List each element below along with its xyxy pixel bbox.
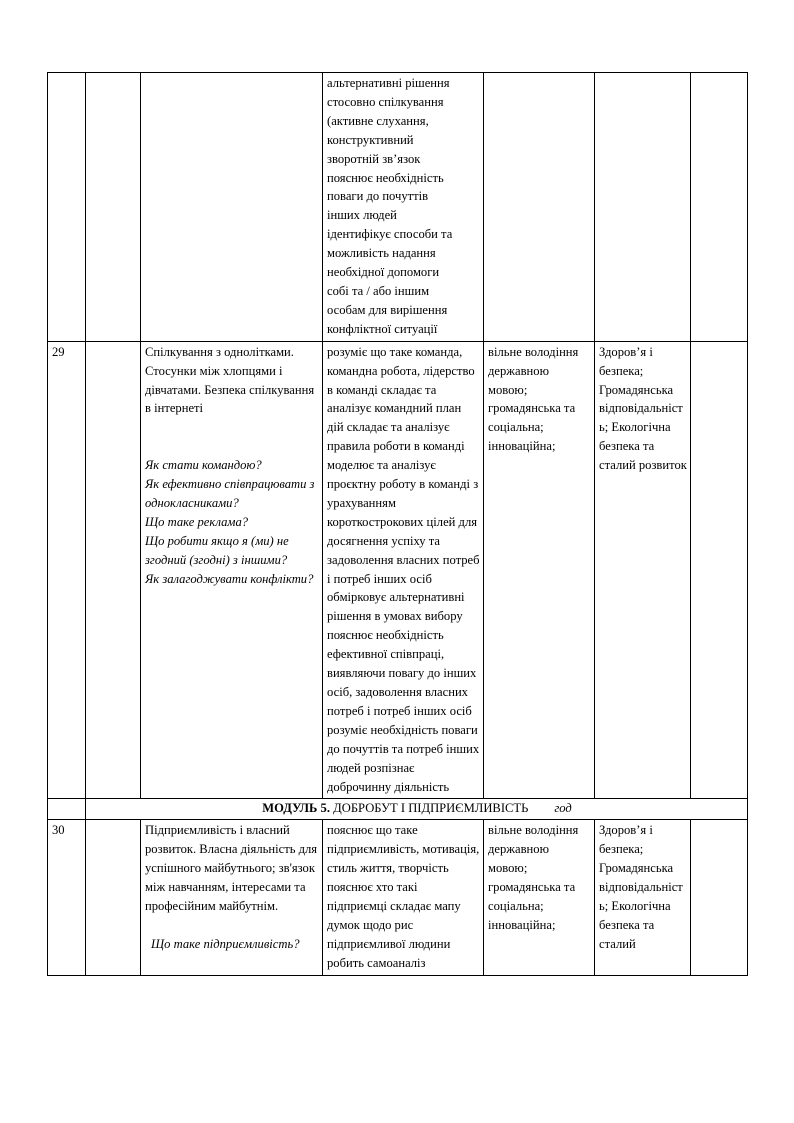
- outcome-line: особам для вирішення: [327, 302, 448, 317]
- cell-competences: [484, 73, 595, 342]
- outcome-line: собі та / або іншим: [327, 283, 430, 298]
- outcome-line: ідентифікує способи та: [327, 227, 453, 242]
- topic-question: Що таке реклама?: [145, 514, 249, 529]
- module-hours-label: год: [554, 801, 572, 816]
- cell-notes: [691, 820, 748, 975]
- cell-notes: [691, 341, 748, 799]
- topic-spacer: [145, 418, 319, 437]
- cell-competences: вільне володіння державною мовою; громадянська та соціальна; інноваційна;: [484, 820, 595, 975]
- outcome-line: можливість надання: [327, 246, 436, 261]
- cell-topic: [141, 73, 323, 342]
- cell-hours: [86, 73, 141, 342]
- cell-learning-outcomes: [323, 73, 484, 342]
- topic-spacer: [145, 916, 319, 935]
- outcome-line: конструктивний: [327, 132, 414, 147]
- outcome-line: поваги до почуттів: [327, 189, 429, 204]
- cell-lesson-number: 30: [48, 820, 86, 975]
- cell-hours: [86, 341, 141, 799]
- module-number-label: МОДУЛЬ 5.: [262, 801, 330, 816]
- module-name-label: ДОБРОБУТ І ПІДПРИЄМЛИВІСТЬ: [333, 801, 529, 816]
- topic-question: Що робити якщо я (ми) не згодний (згодні) з іншими?: [145, 533, 289, 567]
- table-row: [48, 820, 748, 975]
- table-row: [48, 341, 748, 799]
- cell-hours: [86, 820, 141, 975]
- cell-topic: [141, 341, 323, 799]
- curriculum-table: [47, 72, 748, 976]
- module-title-cell: [86, 799, 748, 820]
- topic-question: Як стати командою?: [145, 458, 262, 473]
- topic-question: Як залагоджувати конфлікти?: [145, 571, 314, 586]
- outcome-line: стосовно спілкування: [327, 94, 444, 109]
- outcome-line: інших людей: [327, 208, 397, 223]
- cell-notes: [691, 73, 748, 342]
- cell-through-lines: [595, 73, 691, 342]
- cell-through-lines: Здоров’я і безпека; Громадянська відповідальність; Екологічна безпека та сталий розвиток: [595, 341, 691, 799]
- outcome-line: (активне слухання,: [327, 113, 429, 128]
- outcome-line: зворотній зв’язок: [327, 151, 421, 166]
- outcome-line: пояснює необхідність: [327, 170, 444, 185]
- cell-lesson-number: [48, 73, 86, 342]
- cell-topic: [141, 820, 323, 975]
- topic-question: Як ефективно співпрацювати з однокласниками?: [145, 477, 315, 510]
- cell-lesson-number: 29: [48, 341, 86, 799]
- cell-through-lines: Здоров’я і безпека; Громадянська відповідальність; Екологічна безпека та сталий: [595, 820, 691, 975]
- topic-question: Що таке підприємливість?: [151, 936, 300, 951]
- cell-lesson-number: [48, 799, 86, 820]
- cell-competences: вільне володіння державною мовою; громадянська та соціальна; інноваційна;: [484, 341, 595, 799]
- cell-learning-outcomes: розуміє що таке команда, командна робота, лідерство в команді складає та аналізує командний план дій складає та аналізує правила роботи в команді моделює та аналізує проєктну роботу в команді з урахуванням короткострокових цілей для досягнення успіху та задоволення власних потреб і потреб інших осіб обмірковує альтернативні рішення в умовах вибору пояснює необхідність ефективної співпраці, виявляючи повагу до інших осіб, задоволення власних потреб і потреб інших осіб розуміє необхідність поваги до почуттів та потреб інших людей розпізнає доброчинну діяльність: [323, 341, 484, 799]
- outcome-line: конфліктної ситуації: [327, 321, 438, 336]
- topic-main-text: Підприємливість і власний розвиток. Власна діяльність для успішного майбутнього; зв'язок між навчанням, інтересами та професійним майбутнім.: [145, 823, 318, 913]
- topic-spacer: [145, 437, 319, 456]
- outcome-line: необхідної допомоги: [327, 265, 440, 280]
- table-row: [48, 73, 748, 342]
- cell-learning-outcomes: пояснює що таке підприємливість, мотивація, стиль життя, творчість пояснює хто такі підприємці складає мапу думок щодо рис підприємливої людини робить самоаналіз: [323, 820, 484, 975]
- topic-main-text: Спілкування з однолітками. Стосунки між хлопцями і дівчатами. Безпека спілкування в інтернеті: [145, 344, 315, 416]
- module-header-row: [48, 799, 748, 820]
- outcome-line: альтернативні рішення: [327, 76, 450, 90]
